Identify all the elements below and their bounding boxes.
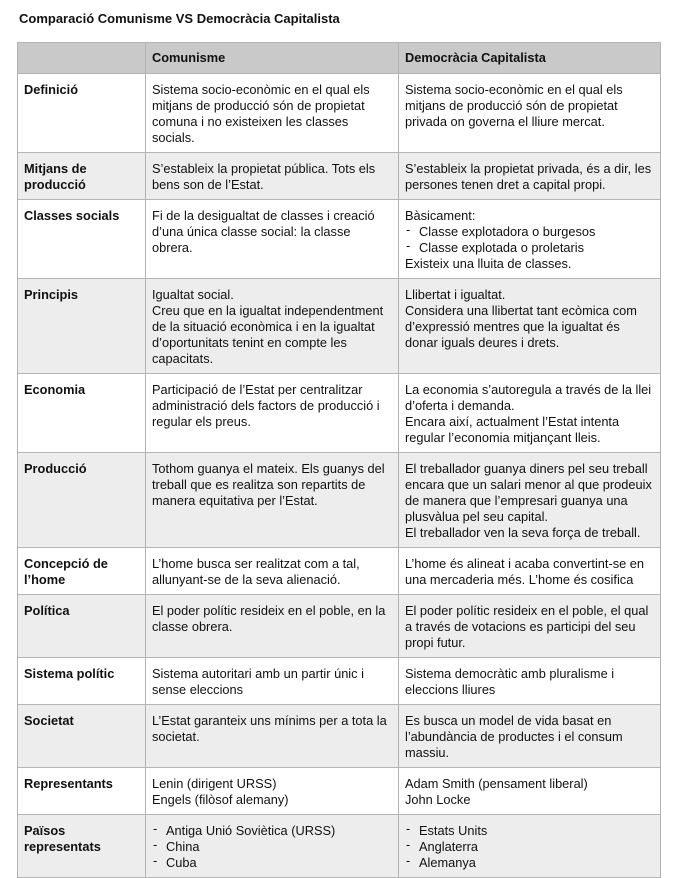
cell-comunisme	[146, 705, 399, 768]
cell-text: Llibertat i igualtat.	[405, 287, 506, 302]
cell-comunisme	[146, 279, 399, 374]
row-label: Política	[18, 595, 146, 658]
cell-text: Tothom guanya el mateix. Els guanys del treball que es realitza son repartits de manera equitativa per l’Estat.	[152, 461, 385, 508]
cell-text: El treballador ven la seva força de treball.	[405, 525, 641, 540]
cell-text: Lenin (dirigent URSS)	[152, 776, 277, 791]
cell-comunisme	[146, 153, 399, 200]
bullet-item: - Antiga Unió Soviètica (URSS)	[152, 823, 392, 839]
cell-text: Existeix una lluita de classes.	[405, 256, 572, 271]
comparison-table	[17, 42, 661, 878]
row-label: Principis	[18, 279, 146, 374]
bullet-item: - Cuba	[152, 855, 392, 871]
table-row	[18, 768, 661, 815]
table-row	[18, 658, 661, 705]
cell-comunisme	[146, 815, 399, 878]
cell-text: Considera una llibertat tant ecòmica com d’expressió mentres que la igualtat és donar iguals deures i drets.	[405, 303, 637, 350]
table-header-row	[18, 43, 661, 74]
cell-comunisme	[146, 453, 399, 548]
cell-text: Bàsicament:	[405, 208, 476, 223]
row-label: Societat	[18, 705, 146, 768]
cell-capitalisme	[399, 548, 661, 595]
cell-capitalisme	[399, 279, 661, 374]
cell-text: Es busca un model de vida basat en l’abundància de productes i el consum massiu.	[405, 713, 623, 760]
cell-text: Creu que en la igualtat independentment de la situació econòmica i en la igualtat d’oportunitats tenint en compte les capacitats.	[152, 303, 384, 366]
bullet-item: - Anglaterra	[405, 839, 654, 855]
cell-comunisme	[146, 768, 399, 815]
cell-capitalisme	[399, 153, 661, 200]
cell-comunisme	[146, 74, 399, 153]
cell-comunisme	[146, 658, 399, 705]
header-democracia-capitalista: Democràcia Capitalista	[399, 43, 661, 74]
row-label: Classes socials	[18, 200, 146, 279]
cell-capitalisme	[399, 815, 661, 878]
cell-text: El poder polític resideix en el poble, en la classe obrera.	[152, 603, 386, 634]
bullet-item: - China	[152, 839, 392, 855]
cell-text: Fi de la desigualtat de classes i creació d’una única classe social: la classe obrera.	[152, 208, 375, 255]
table-row	[18, 453, 661, 548]
bullet-item: - Alemanya	[405, 855, 654, 871]
cell-capitalisme	[399, 453, 661, 548]
table-row	[18, 153, 661, 200]
cell-text: L’home és alineat i acaba convertint-se en una mercaderia més. L’home és cosifica	[405, 556, 645, 587]
cell-capitalisme	[399, 658, 661, 705]
cell-text: Adam Smith (pensament liberal)	[405, 776, 588, 791]
cell-text: El poder polític resideix en el poble, el qual a través de votacions es participi del seu propi futur.	[405, 603, 649, 650]
cell-capitalisme	[399, 768, 661, 815]
table-row	[18, 200, 661, 279]
cell-comunisme	[146, 595, 399, 658]
cell-text: S’estableix la propietat pública. Tots els bens son de l’Estat.	[152, 161, 376, 192]
cell-text: Engels (filòsof alemany)	[152, 792, 289, 807]
cell-text: El treballador guanya diners pel seu treball encara que un salari menor al que prodeuix de manera que l’empresari guanya una plusvàlua pel seu capital.	[405, 461, 652, 524]
bullet-item: - Classe explotadora o burgesos	[405, 224, 654, 240]
cell-text: L’home busca ser realitzat com a tal, allunyant-se de la seva alienació.	[152, 556, 360, 587]
cell-text: Sistema democràtic amb pluralisme i eleccions lliures	[405, 666, 615, 697]
bullet-item: - Classe explotada o proletaris	[405, 240, 654, 256]
table-row	[18, 74, 661, 153]
row-label: Definició	[18, 74, 146, 153]
row-label: Concepció de l’home	[18, 548, 146, 595]
table-row	[18, 815, 661, 878]
cell-comunisme	[146, 374, 399, 453]
row-label: Sistema polític	[18, 658, 146, 705]
cell-text: Sistema socio-econòmic en el qual els mitjans de producció són de propietat privada on governa el lliure mercat.	[405, 82, 623, 129]
cell-text: Participació de l’Estat per centralitzar administració dels factors de producció i regular els preus.	[152, 382, 380, 429]
cell-capitalisme	[399, 374, 661, 453]
table-row	[18, 595, 661, 658]
header-empty-cell	[18, 43, 146, 74]
cell-capitalisme	[399, 200, 661, 279]
cell-text: L’Estat garanteix uns mínims per a tota la societat.	[152, 713, 387, 744]
cell-capitalisme	[399, 705, 661, 768]
cell-text: S’estableix la propietat privada, és a dir, les persones tenen dret a capital propi.	[405, 161, 652, 192]
cell-capitalisme	[399, 74, 661, 153]
cell-text: Sistema autoritari amb un partir únic i sense eleccions	[152, 666, 364, 697]
cell-comunisme	[146, 200, 399, 279]
cell-capitalisme	[399, 595, 661, 658]
cell-text: Encara així, actualment l’Estat intenta regular l’economia mitjançant lleis.	[405, 414, 620, 445]
row-label: Representants	[18, 768, 146, 815]
table-row	[18, 279, 661, 374]
table-row	[18, 548, 661, 595]
row-label: Economia	[18, 374, 146, 453]
cell-text: Sistema socio-econòmic en el qual els mitjans de producció són de propietat comuna i no existeixen les classes socials.	[152, 82, 370, 145]
cell-comunisme	[146, 548, 399, 595]
cell-text: Igualtat social.	[152, 287, 234, 302]
bullet-item: - Estats Units	[405, 823, 654, 839]
row-label: Països representats	[18, 815, 146, 878]
page-title: Comparació Comunisme VS Democràcia Capitalista	[19, 11, 340, 26]
cell-text: John Locke	[405, 792, 471, 807]
row-label: Producció	[18, 453, 146, 548]
cell-text: La economia s’autoregula a través de la llei d’oferta i demanda.	[405, 382, 652, 413]
header-comunisme: Comunisme	[146, 43, 399, 74]
table-row	[18, 374, 661, 453]
row-label: Mitjans de producció	[18, 153, 146, 200]
table-row	[18, 705, 661, 768]
